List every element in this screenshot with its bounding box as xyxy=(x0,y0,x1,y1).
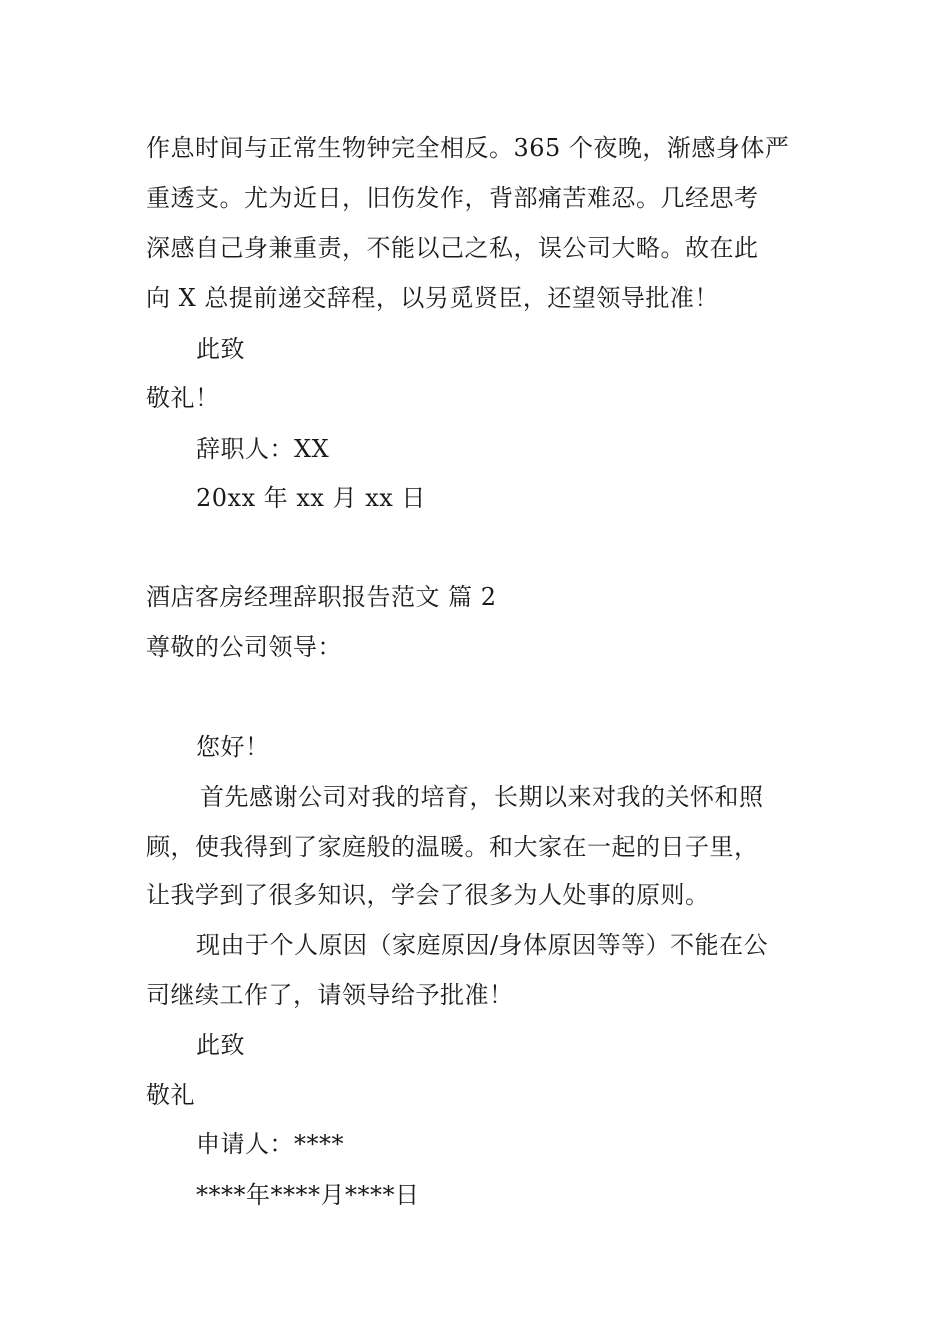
closing-text: 此致 xyxy=(196,1031,245,1059)
paragraph-line: 首先感谢公司对我的培育，长期以来对我的关怀和照 xyxy=(200,783,764,811)
addressee-text: 尊敬的公司领导： xyxy=(146,633,342,661)
closing-text: 此致 xyxy=(196,335,245,363)
paragraph-line: 现由于个人原因（家庭原因/身体原因等等）不能在公 xyxy=(196,931,769,959)
signer-text: 辞职人：XX xyxy=(196,435,330,463)
greeting-text: 您好！ xyxy=(196,733,270,761)
paragraph-line: 深感自己身兼重责，不能以己之私，误公司大略。故在此 xyxy=(146,234,759,262)
date-text: 20xx 年 xx 月 xx 日 xyxy=(196,484,426,512)
paragraph-line: 向 X 总提前递交辞程，以另觅贤臣，还望领导批准！ xyxy=(146,284,719,312)
date-text: ****年****月****日 xyxy=(196,1181,420,1209)
salute-text: 敬礼 xyxy=(146,1081,195,1109)
paragraph-line: 重透支。尤为近日，旧伤发作，背部痛苦难忍。几经思考 xyxy=(146,184,759,212)
signer-text: 申请人：**** xyxy=(196,1130,344,1158)
paragraph-line: 让我学到了很多知识，学会了很多为人处事的原则。 xyxy=(146,881,710,909)
paragraph-line: 作息时间与正常生物钟完全相反。365 个夜晚，渐感身体严 xyxy=(146,134,790,162)
paragraph-line: 司继续工作了，请领导给予批准！ xyxy=(146,981,514,1009)
paragraph-line: 顾，使我得到了家庭般的温暖。和大家在一起的日子里， xyxy=(146,833,759,861)
section-heading: 酒店客房经理辞职报告范文 篇 2 xyxy=(146,583,497,611)
salute-text: 敬礼！ xyxy=(146,384,220,412)
